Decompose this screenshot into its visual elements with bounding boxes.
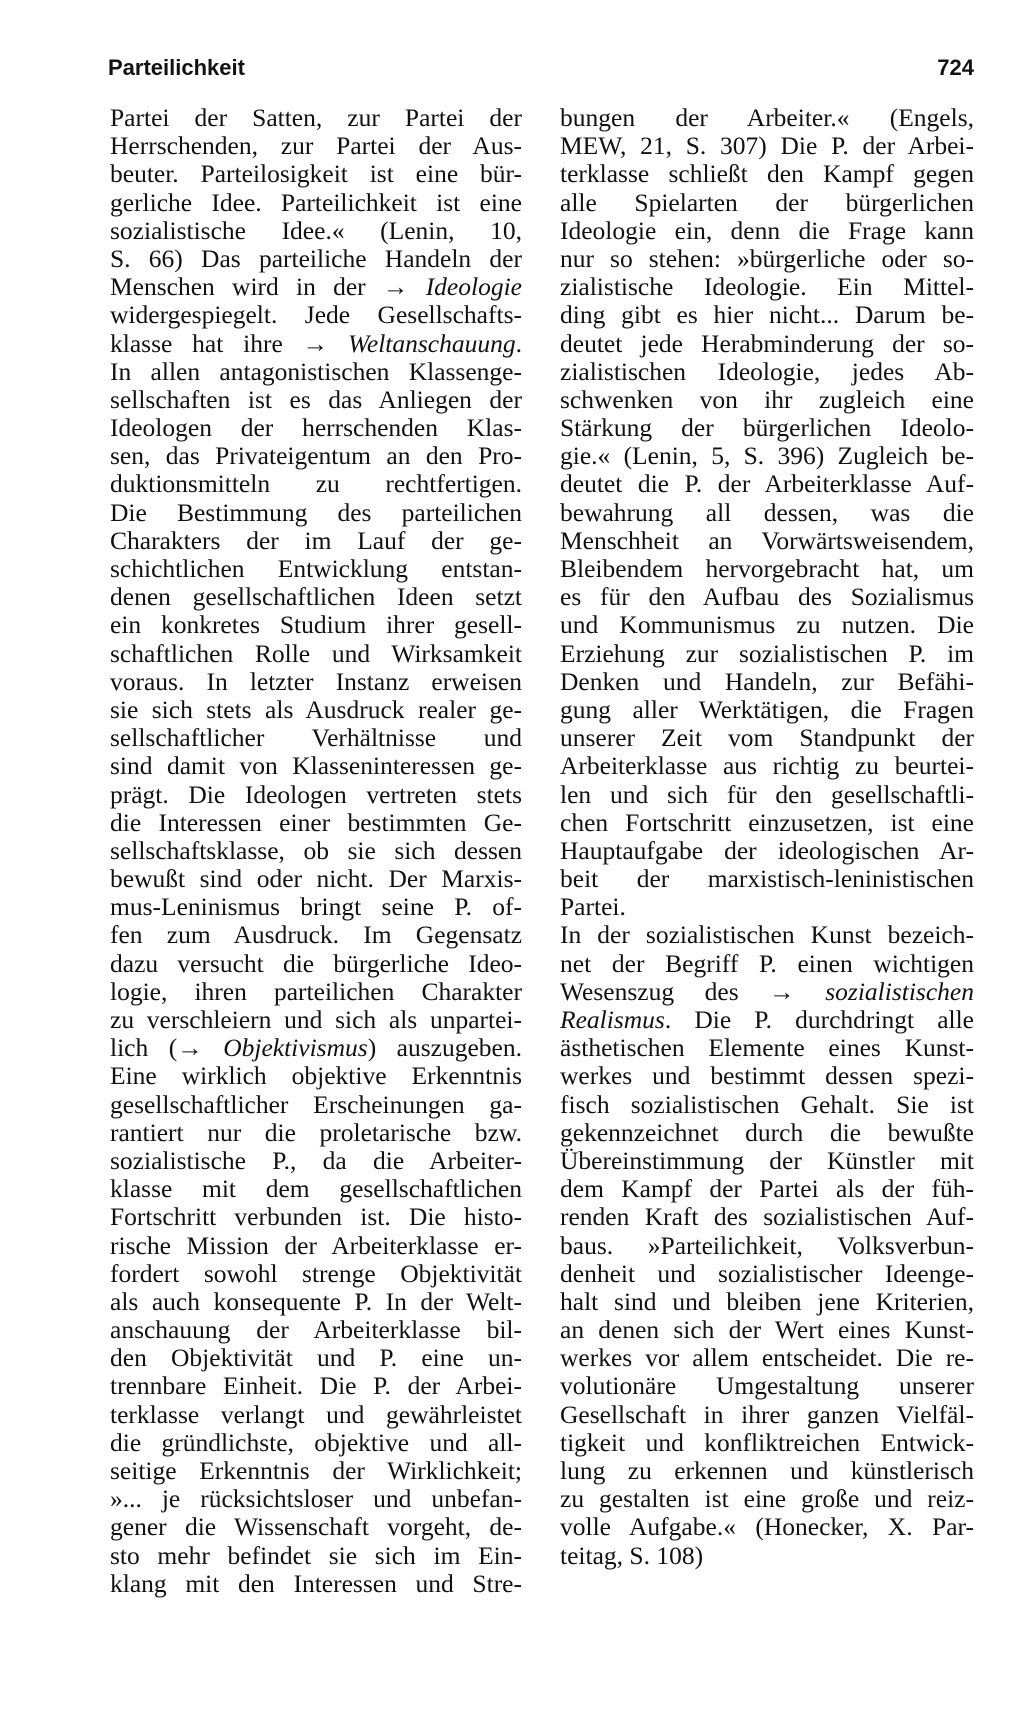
text-line: klang mit den Interessen und Stre- bbox=[110, 1568, 522, 1598]
text-line: Eine wirklich objektive Erkenntnis bbox=[110, 1061, 522, 1091]
text-line: voraus. In letzter Instanz erweisen bbox=[110, 666, 522, 696]
text-line: rantiert nur die proletarische bzw. bbox=[110, 1117, 522, 1147]
text-line: teitag, S. 108) bbox=[560, 1540, 704, 1570]
text-line: rische Mission der Arbeiterklasse er- bbox=[110, 1230, 522, 1260]
text-line: dazu versucht die bürgerliche Ideo- bbox=[110, 948, 522, 978]
text-line: widergespiegelt. Jede Gesellschafts- bbox=[110, 300, 522, 330]
text-line: zu verschleiern und sich als unpartei- bbox=[110, 1005, 522, 1034]
text-line: fen zum Ausdruck. Im Gegensatz bbox=[110, 920, 522, 950]
text-line: alle Spielarten der bürgerlichen bbox=[560, 187, 974, 217]
text-line: Übereinstimmung der Künstler mit bbox=[560, 1145, 974, 1175]
text-line: volle Aufgabe.« (Honecker, X. Par- bbox=[560, 1512, 974, 1542]
text-line: Partei der Satten, zur Partei der bbox=[110, 103, 522, 132]
text-line: baus. »Parteilichkeit, Volksverbun- bbox=[560, 1230, 974, 1260]
text-line: fordert sowohl strenge Objektivität bbox=[110, 1258, 522, 1288]
text-line: Fortschritt verbunden ist. Die histo- bbox=[110, 1202, 522, 1232]
text-line: lich (→ Objektivismus) auszugeben. bbox=[110, 1033, 522, 1063]
text-line: Gesellschaft in ihrer ganzen Vielfäl- bbox=[560, 1399, 974, 1429]
text-line: tigkeit und konfliktreichen Entwick- bbox=[560, 1427, 974, 1457]
text-line: sen, das Privateigentum an den Pro- bbox=[110, 441, 522, 471]
text-line: sozialistische P., da die Arbeiter- bbox=[110, 1145, 522, 1175]
text-line: den Objektivität und P. eine un- bbox=[110, 1343, 522, 1373]
text-line: renden Kraft des sozialistischen Auf- bbox=[560, 1202, 974, 1232]
text-line: gesellschaftlicher Erscheinungen ga- bbox=[110, 1089, 522, 1119]
text-line: Partei. bbox=[560, 892, 626, 922]
text-line: halt sind und bleiben jene Kriterien, bbox=[560, 1286, 974, 1316]
text-line: beit der marxistisch-leninistischen bbox=[560, 864, 974, 894]
text-line: Stärkung der bürgerlichen Ideolo- bbox=[560, 413, 974, 443]
text-line: zialistischen Ideologie, jedes Ab- bbox=[560, 356, 974, 386]
text-line: als auch konsequente P. In der Welt- bbox=[110, 1286, 522, 1316]
text-line: Die Bestimmung des parteilichen bbox=[110, 497, 522, 527]
text-line: unserer Zeit vom Standpunkt der bbox=[560, 723, 974, 753]
text-line: Hauptaufgabe der ideologischen Ar- bbox=[560, 835, 974, 865]
text-line: gekennzeichnet durch die bewußte bbox=[560, 1117, 974, 1147]
text-line: sozialistische Idee.« (Lenin, 10, bbox=[110, 215, 522, 245]
text-line: bungen der Arbeiter.« (Engels, bbox=[560, 103, 974, 132]
text-line: Bleibendem hervorgebracht hat, um bbox=[560, 554, 974, 583]
text-line: MEW, 21, S. 307) Die P. der Arbei- bbox=[560, 131, 974, 161]
page-number: 724 bbox=[937, 55, 974, 80]
text-line: es für den Aufbau des Sozialismus bbox=[560, 582, 974, 612]
text-line: sellschaftlicher Verhältnisse und bbox=[110, 723, 522, 753]
text-line: an denen sich der Wert eines Kunst- bbox=[560, 1315, 974, 1345]
text-line: Arbeiterklasse aus richtig zu beurtei- bbox=[560, 751, 974, 781]
text-line: volutionäre Umgestaltung unserer bbox=[560, 1371, 974, 1401]
page-header bbox=[108, 48, 974, 88]
text-line: Herrschenden, zur Partei der Aus- bbox=[110, 131, 522, 161]
text-line: In allen antagonistischen Klassenge- bbox=[110, 356, 522, 386]
text-line: net der Begriff P. einen wichtigen bbox=[560, 948, 974, 978]
text-line: dem Kampf der Partei als der füh- bbox=[560, 1174, 974, 1204]
text-line: Denken und Handeln, zur Befähi- bbox=[560, 666, 974, 696]
text-line: sie sich stets als Ausdruck realer ge- bbox=[110, 694, 522, 724]
text-line: klasse hat ihre → Weltanschauung. bbox=[110, 328, 522, 358]
text-line: und Kommunismus zu nutzen. Die bbox=[560, 610, 974, 640]
text-line: Ideologen der herrschenden Klas- bbox=[110, 413, 522, 443]
text-line: prägt. Die Ideologen vertreten stets bbox=[110, 779, 522, 809]
running-head-title: Parteilichkeit bbox=[108, 55, 245, 80]
text-line: bewahrung all dessen, was die bbox=[560, 497, 974, 527]
text-line: duktionsmitteln zu rechtfertigen. bbox=[110, 469, 522, 499]
text-line: Ideologie ein, denn die Frage kann bbox=[560, 215, 974, 245]
text-line: chen Fortschritt einzusetzen, ist eine bbox=[560, 807, 974, 837]
text-column-left bbox=[110, 104, 522, 1598]
text-line: zu gestalten ist eine große und reiz- bbox=[560, 1484, 974, 1514]
text-line: zialistische Ideologie. Ein Mittel- bbox=[560, 272, 974, 302]
text-line: anschauung der Arbeiterklasse bil- bbox=[110, 1315, 522, 1345]
text-line: die gründlichste, objektive und all- bbox=[110, 1427, 522, 1457]
text-line: werkes und bestimmt dessen spezi- bbox=[560, 1061, 974, 1091]
text-column-right bbox=[560, 104, 974, 1570]
text-line: gung aller Werktätigen, die Fragen bbox=[560, 694, 974, 724]
text-line: denheit und sozialistischer Ideenge- bbox=[560, 1258, 974, 1288]
text-line: sind damit von Klasseninteressen ge- bbox=[110, 751, 522, 781]
text-line: seitige Erkenntnis der Wirklichkeit; bbox=[110, 1456, 522, 1485]
text-line: In der sozialistischen Kunst bezeich- bbox=[560, 920, 974, 950]
text-line: schichtlichen Entwicklung entstan- bbox=[110, 554, 522, 583]
text-line: denen gesellschaftlichen Ideen setzt bbox=[110, 582, 522, 612]
text-line: trennbare Einheit. Die P. der Arbei- bbox=[110, 1371, 522, 1401]
text-line: ein konkretes Studium ihrer gesell- bbox=[110, 610, 522, 640]
text-line: werkes vor allem entscheidet. Die re- bbox=[560, 1343, 974, 1373]
text-line: Realismus. Die P. durchdringt alle bbox=[560, 1005, 974, 1034]
text-line: logie, ihren parteilichen Charakter bbox=[110, 976, 522, 1006]
text-line: sto mehr befindet sie sich im Ein- bbox=[110, 1540, 522, 1570]
text-line: schaftlichen Rolle und Wirksamkeit bbox=[110, 638, 522, 668]
text-line: S. 66) Das parteiliche Handeln der bbox=[110, 243, 522, 273]
text-line: lung zu erkennen und künstlerisch bbox=[560, 1456, 974, 1485]
text-line: Erziehung zur sozialistischen P. im bbox=[560, 638, 974, 668]
text-line: klasse mit dem gesellschaftlichen bbox=[110, 1174, 522, 1204]
text-line: terklasse verlangt und gewährleistet bbox=[110, 1399, 522, 1429]
text-line: sellschaftsklasse, ob sie sich dessen bbox=[110, 835, 522, 865]
text-line: gener die Wissenschaft vorgeht, de- bbox=[110, 1512, 522, 1542]
text-line: deutet jede Herabminderung der so- bbox=[560, 328, 974, 358]
text-line: sellschaften ist es das Anliegen der bbox=[110, 384, 522, 414]
text-line: mus-Leninismus bringt seine P. of- bbox=[110, 892, 522, 922]
text-line: schwenken von ihr zugleich eine bbox=[560, 384, 974, 414]
text-line: deutet die P. der Arbeiterklasse Auf- bbox=[560, 469, 974, 499]
text-line: len und sich für den gesellschaftli- bbox=[560, 779, 974, 809]
text-line: Charakters der im Lauf der ge- bbox=[110, 525, 522, 555]
text-line: Menschheit an Vorwärtsweisendem, bbox=[560, 525, 974, 555]
text-line: beuter. Parteilosigkeit ist eine bür- bbox=[110, 159, 522, 189]
text-line: bewußt sind oder nicht. Der Marxis- bbox=[110, 864, 522, 894]
text-line: »... je rücksichtsloser und unbefan- bbox=[110, 1484, 522, 1514]
text-line: gie.« (Lenin, 5, S. 396) Zugleich be- bbox=[560, 441, 974, 471]
text-line: terklasse schließt den Kampf gegen bbox=[560, 159, 974, 189]
text-line: nur so stehen: »bürgerliche oder so- bbox=[560, 243, 974, 273]
text-line: ding gibt es hier nicht... Darum be- bbox=[560, 300, 974, 330]
text-line: die Interessen einer bestimmten Ge- bbox=[110, 807, 522, 837]
text-line: Wesenszug des → sozialistischen bbox=[560, 976, 974, 1006]
text-line: fisch sozialistischen Gehalt. Sie ist bbox=[560, 1089, 974, 1119]
text-line: ästhetischen Elemente eines Kunst- bbox=[560, 1033, 974, 1063]
text-line: gerliche Idee. Parteilichkeit ist eine bbox=[110, 187, 522, 217]
text-line: Menschen wird in der → Ideologie bbox=[110, 272, 522, 302]
